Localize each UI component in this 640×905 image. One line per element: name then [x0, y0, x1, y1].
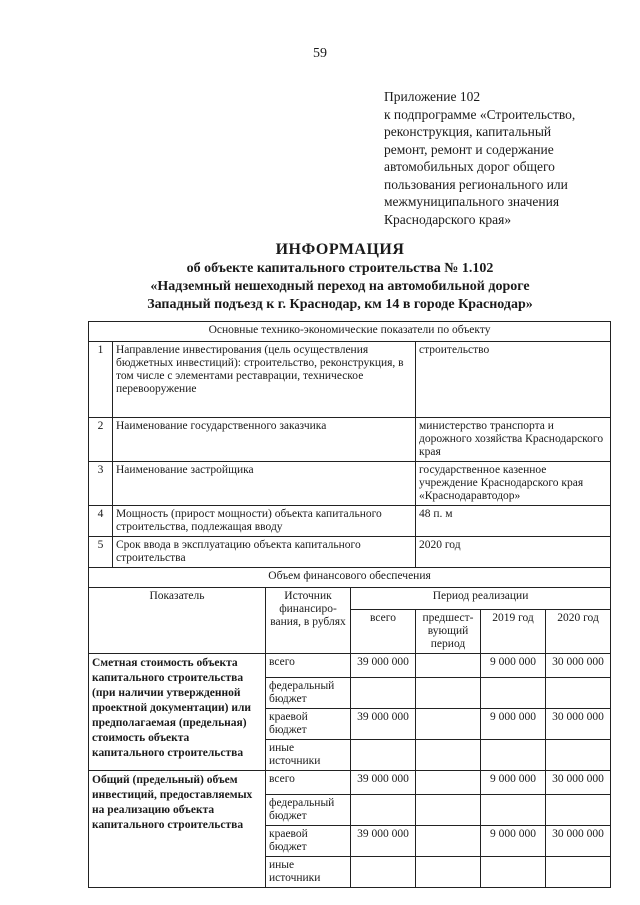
source-cell: всего — [266, 771, 351, 795]
row-value: 2020 год — [416, 537, 611, 568]
document-title — [60, 240, 620, 314]
y2020-cell: 30 000 000 — [546, 654, 611, 678]
row-value: строительство — [416, 342, 611, 418]
previous-cell — [416, 740, 481, 771]
total-cell — [351, 795, 416, 826]
y2019-cell: 9 000 000 — [481, 654, 546, 678]
row-number: 5 — [89, 537, 113, 568]
row-number: 4 — [89, 506, 113, 537]
source-cell: краевой бюджет — [266, 709, 351, 740]
title-heading: ИНФОРМАЦИЯ — [275, 241, 405, 258]
row-number: 1 — [89, 342, 113, 418]
y2019-cell: 9 000 000 — [481, 709, 546, 740]
table-row — [89, 342, 611, 418]
row-value: министерство транспорта и дорожного хозяйства Краснодарского края — [416, 418, 611, 462]
source-cell: федеральный бюджет — [266, 795, 351, 826]
y2020-cell: 30 000 000 — [546, 709, 611, 740]
y2020-cell — [546, 857, 611, 888]
row-label: Направление инвестирования (цель осуществления бюджетных инвестиций): строительство, реконструкция, в том числе с элементами реставрации, техническое перевооружение — [113, 342, 416, 418]
group-label: Общий (предельный) объем инвестиций, предоставляемых на реализацию объекта капитального строительства — [89, 771, 266, 888]
col-header-2019: 2019 год — [481, 610, 546, 654]
appendix-line: межмуниципального значения — [384, 194, 560, 209]
appendix-block — [384, 88, 624, 228]
y2020-cell — [546, 740, 611, 771]
previous-cell — [416, 709, 481, 740]
col-header-total: всего — [351, 610, 416, 654]
source-cell: краевой бюджет — [266, 826, 351, 857]
total-cell — [351, 678, 416, 709]
appendix-line: к подпрограмме «Строительство, — [384, 106, 576, 122]
title-subtitle: об объекте капитального строительства № 1.102 — [186, 261, 494, 276]
y2020-cell — [546, 795, 611, 826]
table-row — [89, 506, 611, 537]
total-cell — [351, 740, 416, 771]
section-header-financing: Объем финансового обеспечения — [89, 568, 611, 588]
table-row — [89, 654, 611, 678]
previous-cell — [416, 654, 481, 678]
total-cell: 39 000 000 — [351, 771, 416, 795]
y2019-cell: 9 000 000 — [481, 826, 546, 857]
y2019-cell: 9 000 000 — [481, 771, 546, 795]
total-cell — [351, 857, 416, 888]
previous-cell — [416, 678, 481, 709]
page-number: 59 — [313, 46, 327, 61]
table-row — [89, 462, 611, 506]
y2019-cell — [481, 740, 546, 771]
table-row — [89, 537, 611, 568]
previous-cell — [416, 795, 481, 826]
appendix-line: автомобильных дорог общего — [384, 159, 555, 174]
row-value: 48 п. м — [416, 506, 611, 537]
appendix-line: ремонт, ремонт и содержание — [384, 141, 554, 157]
row-label: Наименование государственного заказчика — [113, 418, 416, 462]
row-label: Наименование застройщика — [113, 462, 416, 506]
total-cell: 39 000 000 — [351, 654, 416, 678]
row-number: 3 — [89, 462, 113, 506]
title-object-name: «Надземный нешеходный переход на автомобильной дороге — [150, 279, 530, 294]
col-header-period: Период реализации — [351, 588, 611, 610]
appendix-line: Краснодарского края» — [384, 211, 512, 227]
group-label: Сметная стоимость объекта капитального строительства (при наличии утвержденной проектной документации) или предполагаемая (предельная) стоимость объекта капитального строительства — [89, 654, 266, 771]
source-cell: федеральный бюджет — [266, 678, 351, 709]
previous-cell — [416, 826, 481, 857]
y2020-cell: 30 000 000 — [546, 826, 611, 857]
row-number: 2 — [89, 418, 113, 462]
table-row — [89, 771, 611, 795]
source-cell: всего — [266, 654, 351, 678]
col-header-indicator: Показатель — [89, 588, 266, 654]
previous-cell — [416, 857, 481, 888]
info-table — [88, 321, 611, 888]
section-header-indicators: Основные технико-экономические показатели по объекту — [89, 322, 611, 342]
table-row — [89, 418, 611, 462]
appendix-line: реконструкция, капитальный — [384, 124, 552, 139]
y2020-cell: 30 000 000 — [546, 771, 611, 795]
row-value: государственное казенное учреждение Краснодарского края «Краснодаравтодор» — [416, 462, 611, 506]
appendix-line: пользования регионального или — [384, 176, 568, 192]
title-object-name-cont: Западный подъезд к г. Краснодар, км 14 в городе Краснодар» — [147, 297, 533, 312]
col-header-source: Источник финансиро-вания, в рублях — [266, 588, 351, 654]
total-cell: 39 000 000 — [351, 709, 416, 740]
row-label: Срок ввода в эксплуатацию объекта капитального строительства — [113, 537, 416, 568]
source-cell: иные источники — [266, 740, 351, 771]
col-header-2020: 2020 год — [546, 610, 611, 654]
source-cell: иные источники — [266, 857, 351, 888]
y2019-cell — [481, 795, 546, 826]
y2020-cell — [546, 678, 611, 709]
col-header-previous: предшест-вующий период — [416, 610, 481, 654]
y2019-cell — [481, 678, 546, 709]
appendix-line: Приложение 102 — [384, 89, 481, 104]
previous-cell — [416, 771, 481, 795]
total-cell: 39 000 000 — [351, 826, 416, 857]
row-label: Мощность (прирост мощности) объекта капитального строительства, подлежащая вводу — [113, 506, 416, 537]
y2019-cell — [481, 857, 546, 888]
